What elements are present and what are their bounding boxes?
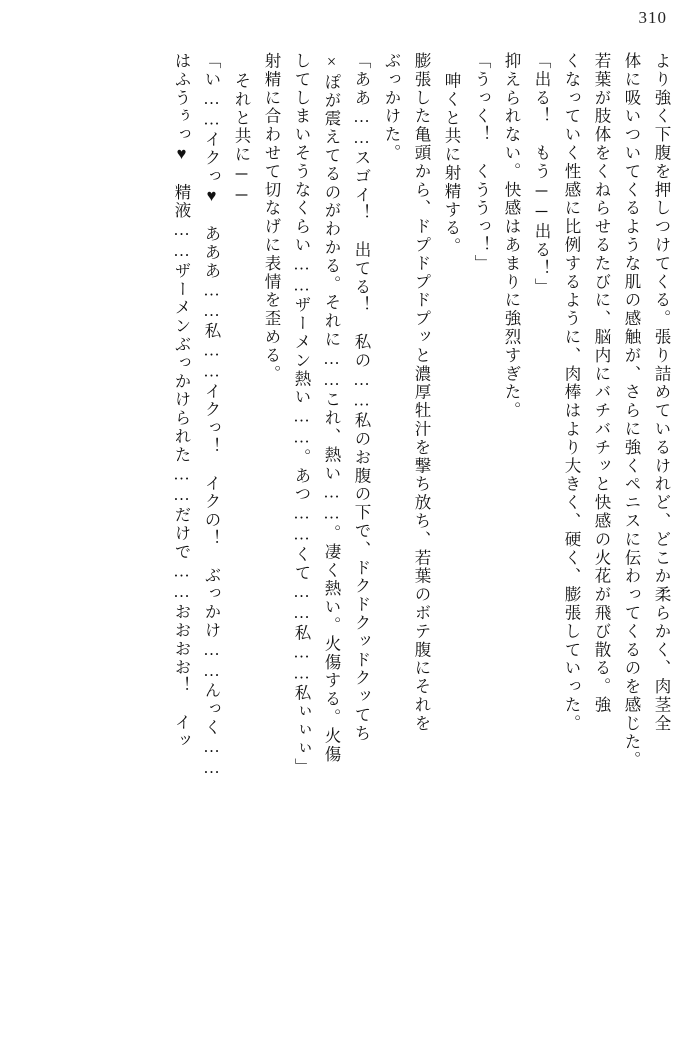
text-line: 体に吸いついてくるような肌の感触が、さらに強くペニスに伝わってくるのを感じた。 (622, 52, 641, 770)
text-line: ×ぽが震えてるのがわかる。それに……これ、熱い……。凄く熱い。火傷する。火傷 (322, 52, 341, 764)
text-line: 膨張した亀頭から、ドプドプドプッと濃厚牡汁を撃ち放ち、若葉のボテ腹にそれを (412, 52, 431, 733)
text-line: 呻くと共に射精する。 (442, 72, 461, 256)
text-line: より強く下腹を押しつけてくる。張り詰めているけれど、どこか柔らかく、肉茎全 (652, 52, 671, 733)
text-line: くなっていく性感に比例するように、肉棒はより大きく、硬く、膨張していった。 (562, 52, 581, 733)
page-number: 310 (638, 8, 667, 27)
text-line: 射精に合わせて切なげに表情を歪める。 (262, 52, 281, 384)
text-line: 「出る！ もう──出る！」 (532, 52, 551, 297)
text-line: してしまいそうなくらい……ザーメン熱い……。あつ……くて……私……私ぃぃぃ」 (292, 52, 311, 777)
text-line: 若葉が肢体をくねらせるたびに、脳内にバチバチッと快感の火花が飛び散る。強 (592, 52, 611, 715)
text-line: 「い……イクっ♥ あああ……私……イクっ！ イクの！ ぶっかけ……んっく…… (202, 52, 221, 779)
text-line: ぶっかけた。 (382, 52, 401, 163)
text-line: それと共に── (232, 72, 251, 206)
text-line: はふうぅっ♥ 精液……ザーメンぶっかけられた……だけで……おおおお！ イッ (172, 52, 191, 751)
text-line: 「ああ……スゴイ！ 出てる！ 私の……私のお腹の下で、ドクドクッドクッてち (352, 52, 371, 743)
text-line: 抑えられない。快感はあまりに強烈すぎた。 (502, 52, 521, 420)
page-body-text (24, 52, 669, 1006)
text-line: 「うっく！ くううっ！」 (472, 52, 491, 273)
